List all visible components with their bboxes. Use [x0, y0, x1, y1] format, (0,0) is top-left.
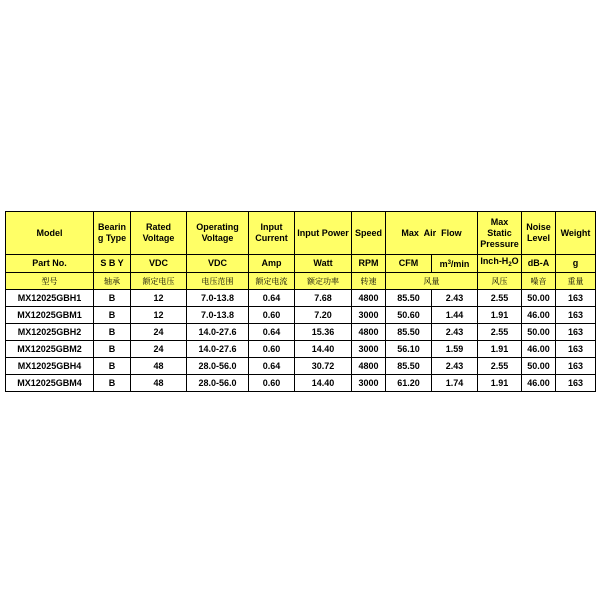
- cell-input-power: 15.36: [295, 324, 352, 341]
- cell-noise: 50.00: [522, 358, 556, 375]
- cell-m3-per-min: 2.43: [432, 324, 478, 341]
- header-operating-voltage: Operating Voltage: [187, 212, 249, 255]
- unit-pressure-prefix: Inch-H: [480, 256, 509, 266]
- cn-rated-voltage: 额定电压: [131, 273, 187, 290]
- cell-m3-per-min: 1.44: [432, 307, 478, 324]
- cell-m3-per-min: 1.59: [432, 341, 478, 358]
- unit-bearing: S B Y: [94, 255, 131, 273]
- cell-cfm: 85.50: [386, 324, 432, 341]
- unit-input-power: Watt: [295, 255, 352, 273]
- cell-weight: 163: [556, 324, 596, 341]
- table-row: [6, 375, 596, 392]
- unit-weight: g: [556, 255, 596, 273]
- cn-input-current: 额定电流: [249, 273, 295, 290]
- cell-cfm: 85.50: [386, 290, 432, 307]
- unit-m3-sup: 3: [447, 259, 451, 266]
- cell-rated-voltage: 12: [131, 290, 187, 307]
- cell-input-current: 0.60: [249, 341, 295, 358]
- cell-operating-voltage: 14.0-27.6: [187, 324, 249, 341]
- data-rows: [6, 290, 596, 392]
- cell-input-power: 30.72: [295, 358, 352, 375]
- cell-m3-per-min: 1.74: [432, 375, 478, 392]
- cell-bearing: B: [94, 375, 131, 392]
- cell-noise: 46.00: [522, 375, 556, 392]
- unit-rated-voltage: VDC: [131, 255, 187, 273]
- cell-noise: 50.00: [522, 290, 556, 307]
- table-row: [6, 358, 596, 375]
- cn-input-power: 额定功率: [295, 273, 352, 290]
- cn-model: 型号: [6, 273, 94, 290]
- header-model: Model: [6, 212, 94, 255]
- header-input-current: Input Current: [249, 212, 295, 255]
- cell-input-current: 0.60: [249, 307, 295, 324]
- cell-static-pressure: 1.91: [478, 307, 522, 324]
- cell-cfm: 61.20: [386, 375, 432, 392]
- cn-operating-voltage: 电压范围: [187, 273, 249, 290]
- cell-bearing: B: [94, 358, 131, 375]
- table-row: [6, 324, 596, 341]
- cell-cfm: 56.10: [386, 341, 432, 358]
- cell-static-pressure: 1.91: [478, 375, 522, 392]
- cell-static-pressure: 2.55: [478, 324, 522, 341]
- cell-speed: 3000: [352, 375, 386, 392]
- cell-rated-voltage: 24: [131, 324, 187, 341]
- cell-operating-voltage: 28.0-56.0: [187, 358, 249, 375]
- table-row: [6, 290, 596, 307]
- cell-static-pressure: 1.91: [478, 341, 522, 358]
- header-rated-voltage: Rated Voltage: [131, 212, 187, 255]
- cn-pressure: 风压: [478, 273, 522, 290]
- cell-model: MX12025GBH1: [6, 290, 94, 307]
- header-weight: Weight: [556, 212, 596, 255]
- cell-speed: 4800: [352, 290, 386, 307]
- unit-noise: dB-A: [522, 255, 556, 273]
- cell-noise: 46.00: [522, 341, 556, 358]
- table-row: [6, 341, 596, 358]
- cell-m3-per-min: 2.43: [432, 290, 478, 307]
- cell-model: MX12025GBM1: [6, 307, 94, 324]
- header-row-chinese: [6, 273, 596, 290]
- cell-input-current: 0.64: [249, 290, 295, 307]
- cell-model: MX12025GBM2: [6, 341, 94, 358]
- unit-input-current: Amp: [249, 255, 295, 273]
- cn-air-flow: 风量: [386, 273, 478, 290]
- cell-operating-voltage: 28.0-56.0: [187, 375, 249, 392]
- cell-speed: 4800: [352, 358, 386, 375]
- cell-rated-voltage: 48: [131, 358, 187, 375]
- header-noise-level: Noise Level: [522, 212, 556, 255]
- cell-bearing: B: [94, 290, 131, 307]
- cell-input-power: 14.40: [295, 375, 352, 392]
- cell-operating-voltage: 14.0-27.6: [187, 341, 249, 358]
- unit-pressure-suffix: O: [511, 256, 519, 266]
- header-speed: Speed: [352, 212, 386, 255]
- cn-speed: 转速: [352, 273, 386, 290]
- header-max-static-pressure: Max Static Pressure: [478, 212, 522, 255]
- cell-input-current: 0.60: [249, 375, 295, 392]
- cell-m3-per-min: 2.43: [432, 358, 478, 375]
- cell-operating-voltage: 7.0-13.8: [187, 307, 249, 324]
- table-row: [6, 307, 596, 324]
- cn-weight: 重量: [556, 273, 596, 290]
- cell-noise: 46.00: [522, 307, 556, 324]
- header-max-air-flow: Max Air Flow: [386, 212, 478, 255]
- cell-input-power: 7.20: [295, 307, 352, 324]
- cell-rated-voltage: 12: [131, 307, 187, 324]
- header-row-names: [6, 212, 596, 255]
- cell-operating-voltage: 7.0-13.8: [187, 290, 249, 307]
- cell-input-power: 7.68: [295, 290, 352, 307]
- unit-m3-prefix: m: [439, 258, 448, 269]
- cell-weight: 163: [556, 290, 596, 307]
- cell-rated-voltage: 24: [131, 341, 187, 358]
- cell-bearing: B: [94, 324, 131, 341]
- cn-noise: 噪音: [522, 273, 556, 290]
- cell-cfm: 85.50: [386, 358, 432, 375]
- unit-cfm: CFM: [386, 255, 432, 273]
- cell-input-current: 0.64: [249, 324, 295, 341]
- unit-speed: RPM: [352, 255, 386, 273]
- cell-input-current: 0.64: [249, 358, 295, 375]
- unit-m3-suffix: /min: [450, 258, 470, 269]
- header-input-power: Input Power: [295, 212, 352, 255]
- cell-weight: 163: [556, 375, 596, 392]
- cell-bearing: B: [94, 341, 131, 358]
- cell-bearing: B: [94, 307, 131, 324]
- cell-input-power: 14.40: [295, 341, 352, 358]
- header-part-no: Part No.: [6, 255, 94, 273]
- unit-pressure-sub: 2: [508, 262, 512, 268]
- unit-operating-voltage: VDC: [187, 255, 249, 273]
- cn-bearing: 轴承: [94, 273, 131, 290]
- cell-static-pressure: 2.55: [478, 290, 522, 307]
- header-row-units: [6, 255, 596, 273]
- cell-rated-voltage: 48: [131, 375, 187, 392]
- cell-model: MX12025GBH4: [6, 358, 94, 375]
- unit-m3-per-min: [432, 255, 478, 273]
- cell-cfm: 50.60: [386, 307, 432, 324]
- cell-model: MX12025GBH2: [6, 324, 94, 341]
- unit-pressure: [478, 255, 522, 273]
- header-bearing-type: Bearin g Type: [94, 212, 131, 255]
- cell-model: MX12025GBM4: [6, 375, 94, 392]
- cell-static-pressure: 2.55: [478, 358, 522, 375]
- cell-speed: 3000: [352, 307, 386, 324]
- cell-weight: 163: [556, 358, 596, 375]
- cell-weight: 163: [556, 341, 596, 358]
- cell-speed: 4800: [352, 324, 386, 341]
- cell-noise: 50.00: [522, 324, 556, 341]
- cell-weight: 163: [556, 307, 596, 324]
- spec-table: [5, 211, 596, 392]
- cell-speed: 3000: [352, 341, 386, 358]
